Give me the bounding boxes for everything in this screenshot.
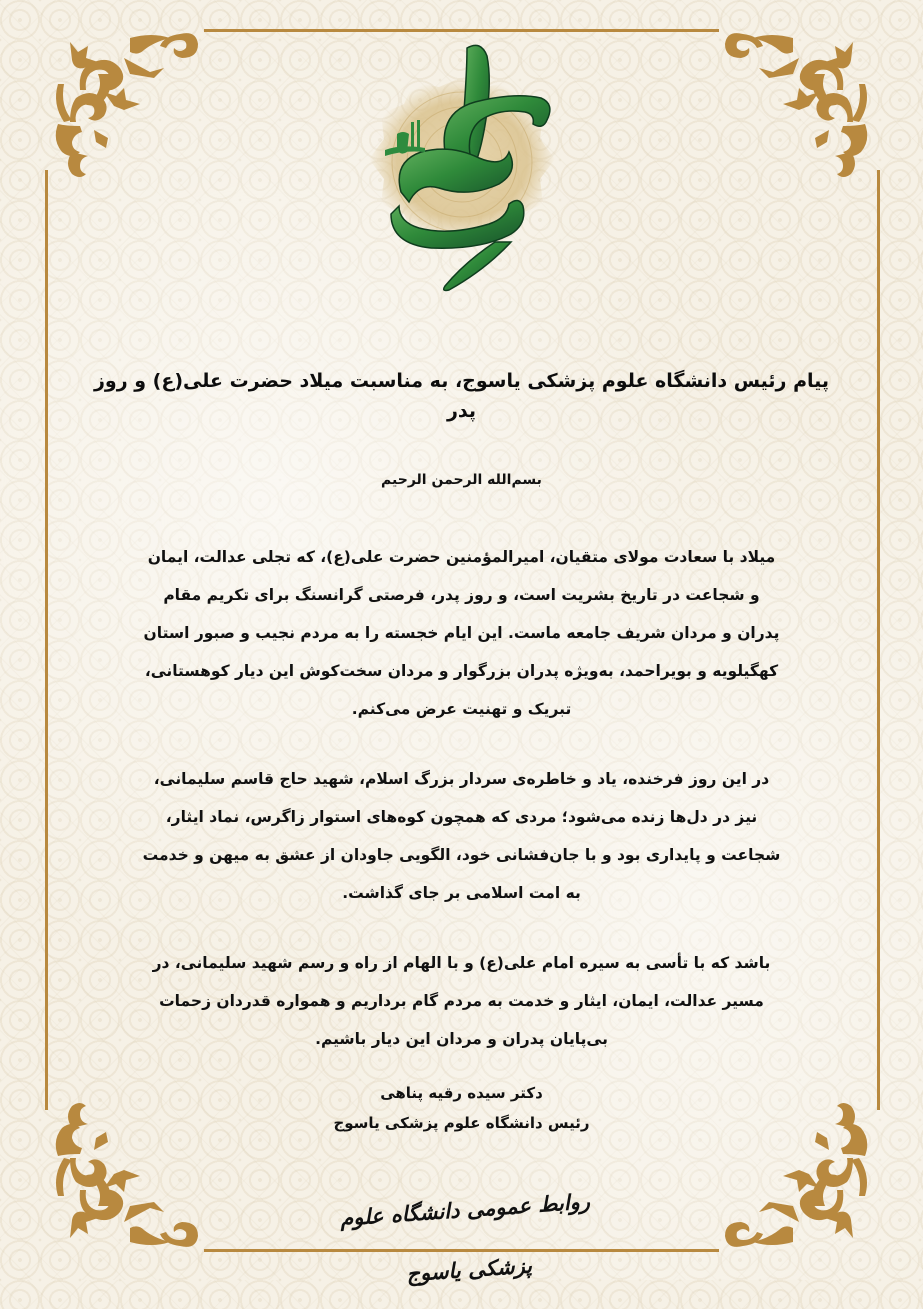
public-relations-calligraphy: روابط عمومی دانشگاه علوم پزشکی یاسوج	[339, 1188, 591, 1287]
signature-block	[80, 1078, 843, 1138]
corner-ornament-top-left-icon	[30, 14, 200, 184]
corner-ornament-top-right-icon	[723, 14, 893, 184]
frame-right-line	[877, 170, 880, 1110]
paragraph-congratulations: میلاد با سعادت مولای متقیان، امیرالمؤمنین حضرت علی(ع)، که تجلی عدالت، ایمان و شجاعت در تاریخ بشریت است، و روز پدر، فرصتی گرانسنگ برای تکریم مقام پدران و مردان شریف جامعه ماست. این ایام خجسته را به مردم نجیب و صبور استان کهگیلویه و بویراحمد، به‌ویژه پدران بزرگوار و مردان سخت‌کوش این دیار کوهستانی، تبریک و تهنیت عرض می‌کنم.	[143, 548, 780, 718]
frame-left-line	[45, 170, 48, 1110]
signatory-role: رئیس دانشگاه علوم پزشکی یاسوج	[333, 1114, 590, 1132]
signatory-name: دکتر سیده رقیه پناهی	[380, 1084, 543, 1102]
letter-content	[80, 366, 843, 1138]
ali-calligraphy-emblem-icon	[345, 42, 580, 292]
frame-top-line	[204, 29, 719, 32]
basmala: بسم‌الله الرحمن الرحیم	[381, 472, 542, 488]
paragraph-closing-wish: باشد که با تأسی به سیره امام علی(ع) و با الهام از راه و رسم شهید سلیمانی، در مسیر عدالت، ایمان، ایثار و خدمت به مردم گام برداریم و همواره قدردان زحمات بی‌پایان پدران و مردان این دیار باشیم.	[152, 954, 771, 1048]
letter-title: پیام رئیس دانشگاه علوم پزشکی یاسوج، به مناسبت میلاد حضرت علی(ع) و روز پدر	[93, 370, 830, 422]
paragraph-martyr-soleimani: در این روز فرخنده، یاد و خاطره‌ی سردار بزرگ اسلام، شهید حاج قاسم سلیمانی، نیز در دل‌ها زنده می‌شود؛ مردی که همچون کوه‌های استوار زاگرس، نماد ایثار، شجاعت و پایداری بود و با جان‌فشانی خود، الگویی جاودان از عشق به میهن و خدمت به امت اسلامی بر جای گذاشت.	[142, 770, 781, 902]
